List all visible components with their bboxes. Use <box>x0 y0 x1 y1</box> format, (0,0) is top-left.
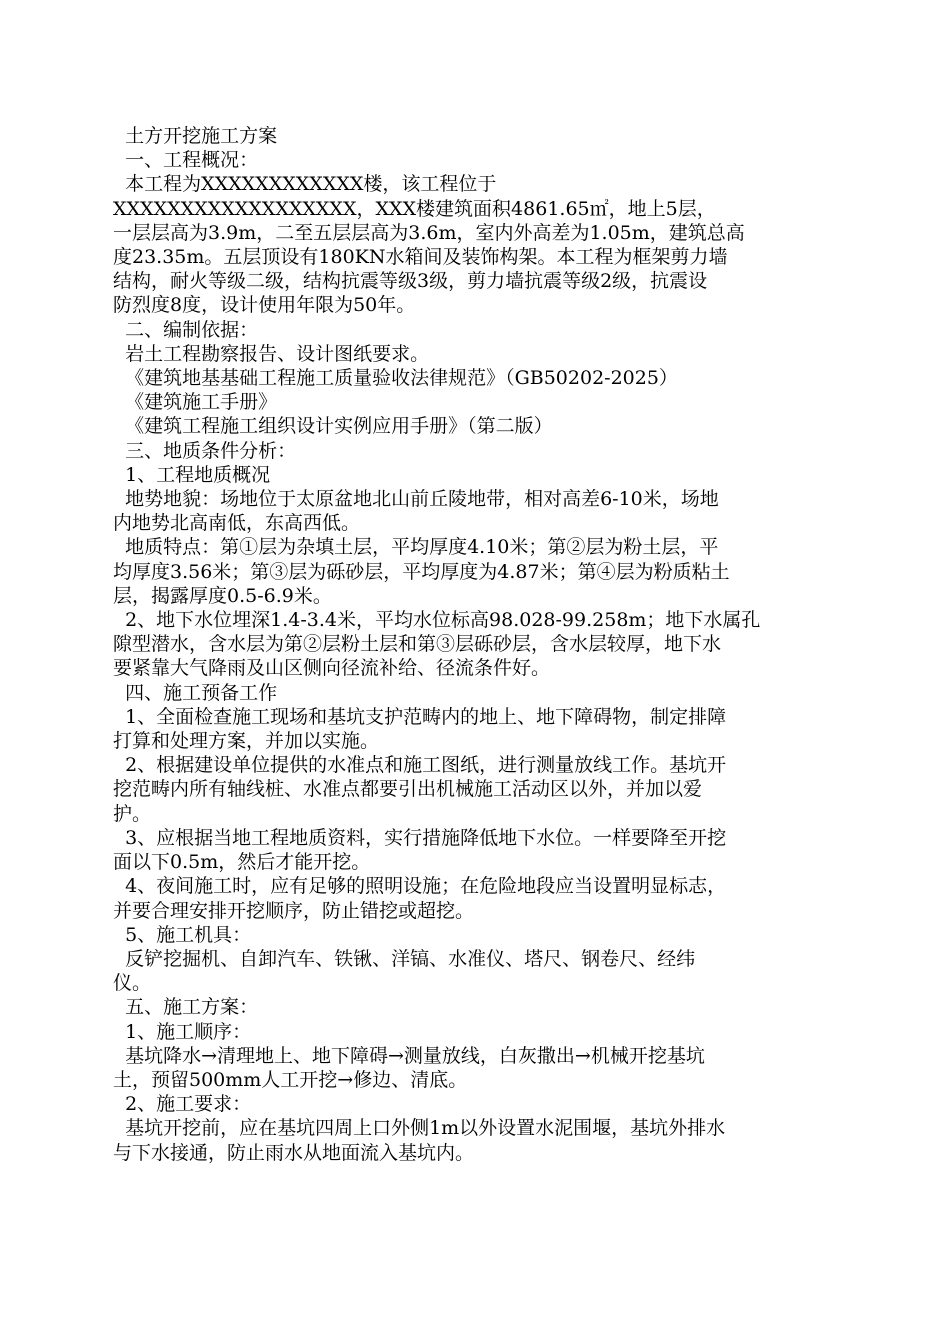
text-line: 土，预留500mm人工开挖→修边、清底。 <box>113 1068 468 1091</box>
text-line: 本工程为XXXXXXXXXXXX楼，该工程位于 <box>113 173 497 196</box>
text-line: 面以下0.5m，然后才能开挖。 <box>113 851 371 874</box>
text-line: 1、全面检查施工现场和基坑支护范畴内的地上、地下障碍物，制定排障 <box>113 705 727 728</box>
text-line: 2、地下水位埋深1.4-3.4米，平均水位标高98.028-99.258m；地下水属孔 <box>113 609 761 632</box>
text-line: 5、施工机具： <box>113 923 252 946</box>
text-line: XXXXXXXXXXXXXXXXXX，XXX楼建筑面积4861.65㎡，地上5层， <box>113 197 716 220</box>
text-line: 1、施工顺序： <box>113 1020 252 1043</box>
text-line: 打算和处理方案，并加以实施。 <box>113 730 380 753</box>
text-line: 要紧靠大气降雨及山区侧向径流补给、径流条件好。 <box>113 657 551 680</box>
text-line: 地质特点：第①层为杂填土层，平均厚度4.10米；第②层为粉土层，平 <box>113 536 719 559</box>
text-line: 结构，耐火等级二级，结构抗震等级3级，剪力墙抗震等级2级，抗震设 <box>113 270 708 293</box>
text-line: 均厚度3.56米；第③层为砾砂层，平均厚度为4.87米；第④层为粉质粘土 <box>113 560 730 583</box>
text-line: 一、工程概况： <box>113 149 259 172</box>
text-line: 五、施工方案： <box>113 996 259 1019</box>
text-line: 防烈度8度，设计使用年限为50年。 <box>113 294 416 317</box>
text-line: 反铲挖掘机、自卸汽车、铁锹、洋镐、水准仪、塔尺、钢卷尺、经纬 <box>113 947 696 970</box>
text-line: 并要合理安排开挖顺序，防止错挖或超挖。 <box>113 899 475 922</box>
text-line: 二、编制依据： <box>113 318 259 341</box>
text-line: 内地势北高南低，东高西低。 <box>113 512 361 535</box>
text-line: 仪。 <box>113 972 152 995</box>
text-line: 《建筑地基基础工程施工质量验收法律规范》（GB50202-2025） <box>113 367 678 390</box>
text-line: 四、施工预备工作 <box>113 681 278 704</box>
text-line: 基坑开挖前，应在基坑四周上口外侧1m以外设置水泥围堰，基坑外排水 <box>113 1117 726 1140</box>
text-line: 与下水接通，防止雨水从地面流入基坑内。 <box>113 1141 475 1164</box>
text-line: 护。 <box>113 802 152 825</box>
text-line: 隙型潜水，含水层为第②层粉土层和第③层砾砂层，含水层较厚，地下水 <box>113 633 722 656</box>
text-line: 度23.35m。五层顶设有180KN水箱间及装饰构架。本工程为框架剪力墙 <box>113 246 728 269</box>
text-line: 4、夜间施工时，应有足够的照明设施；在危险地段应当设置明显标志， <box>113 875 727 898</box>
text-line: 《建筑施工手册》 <box>113 391 278 414</box>
text-line: 2、施工要求： <box>113 1093 252 1116</box>
text-line: 2、根据建设单位提供的水准点和施工图纸，进行测量放线工作。基坑开 <box>113 754 727 777</box>
text-line: 挖范畴内所有轴线桩、水准点都要引出机械施工活动区以外，并加以爱 <box>113 778 703 801</box>
text-line: 三、地质条件分析： <box>113 439 297 462</box>
text-line: 地势地貌：场地位于太原盆地北山前丘陵地带，相对高差6-10米，场地 <box>113 488 719 511</box>
text-line: 《建筑工程施工组织设计实例应用手册》（第二版） <box>113 415 553 438</box>
text-line: 基坑降水→清理地上、地下障碍→测量放线，白灰撒出→机械开挖基坑 <box>113 1044 705 1067</box>
text-line: 土方开挖施工方案 <box>113 125 278 147</box>
text-line: 一层层高为3.9m，二至五层层高为3.6m，室内外高差为1.05m，建筑总高 <box>113 221 745 244</box>
text-line: 层，揭露厚度0.5-6.9米。 <box>113 584 332 607</box>
text-line: 3、应根据当地工程地质资料，实行措施降低地下水位。一样要降至开挖 <box>113 826 727 849</box>
text-line: 1、工程地质概况 <box>113 463 271 486</box>
document-body <box>113 124 843 1165</box>
text-line: 岩土工程勘察报告、设计图纸要求。 <box>113 342 430 365</box>
